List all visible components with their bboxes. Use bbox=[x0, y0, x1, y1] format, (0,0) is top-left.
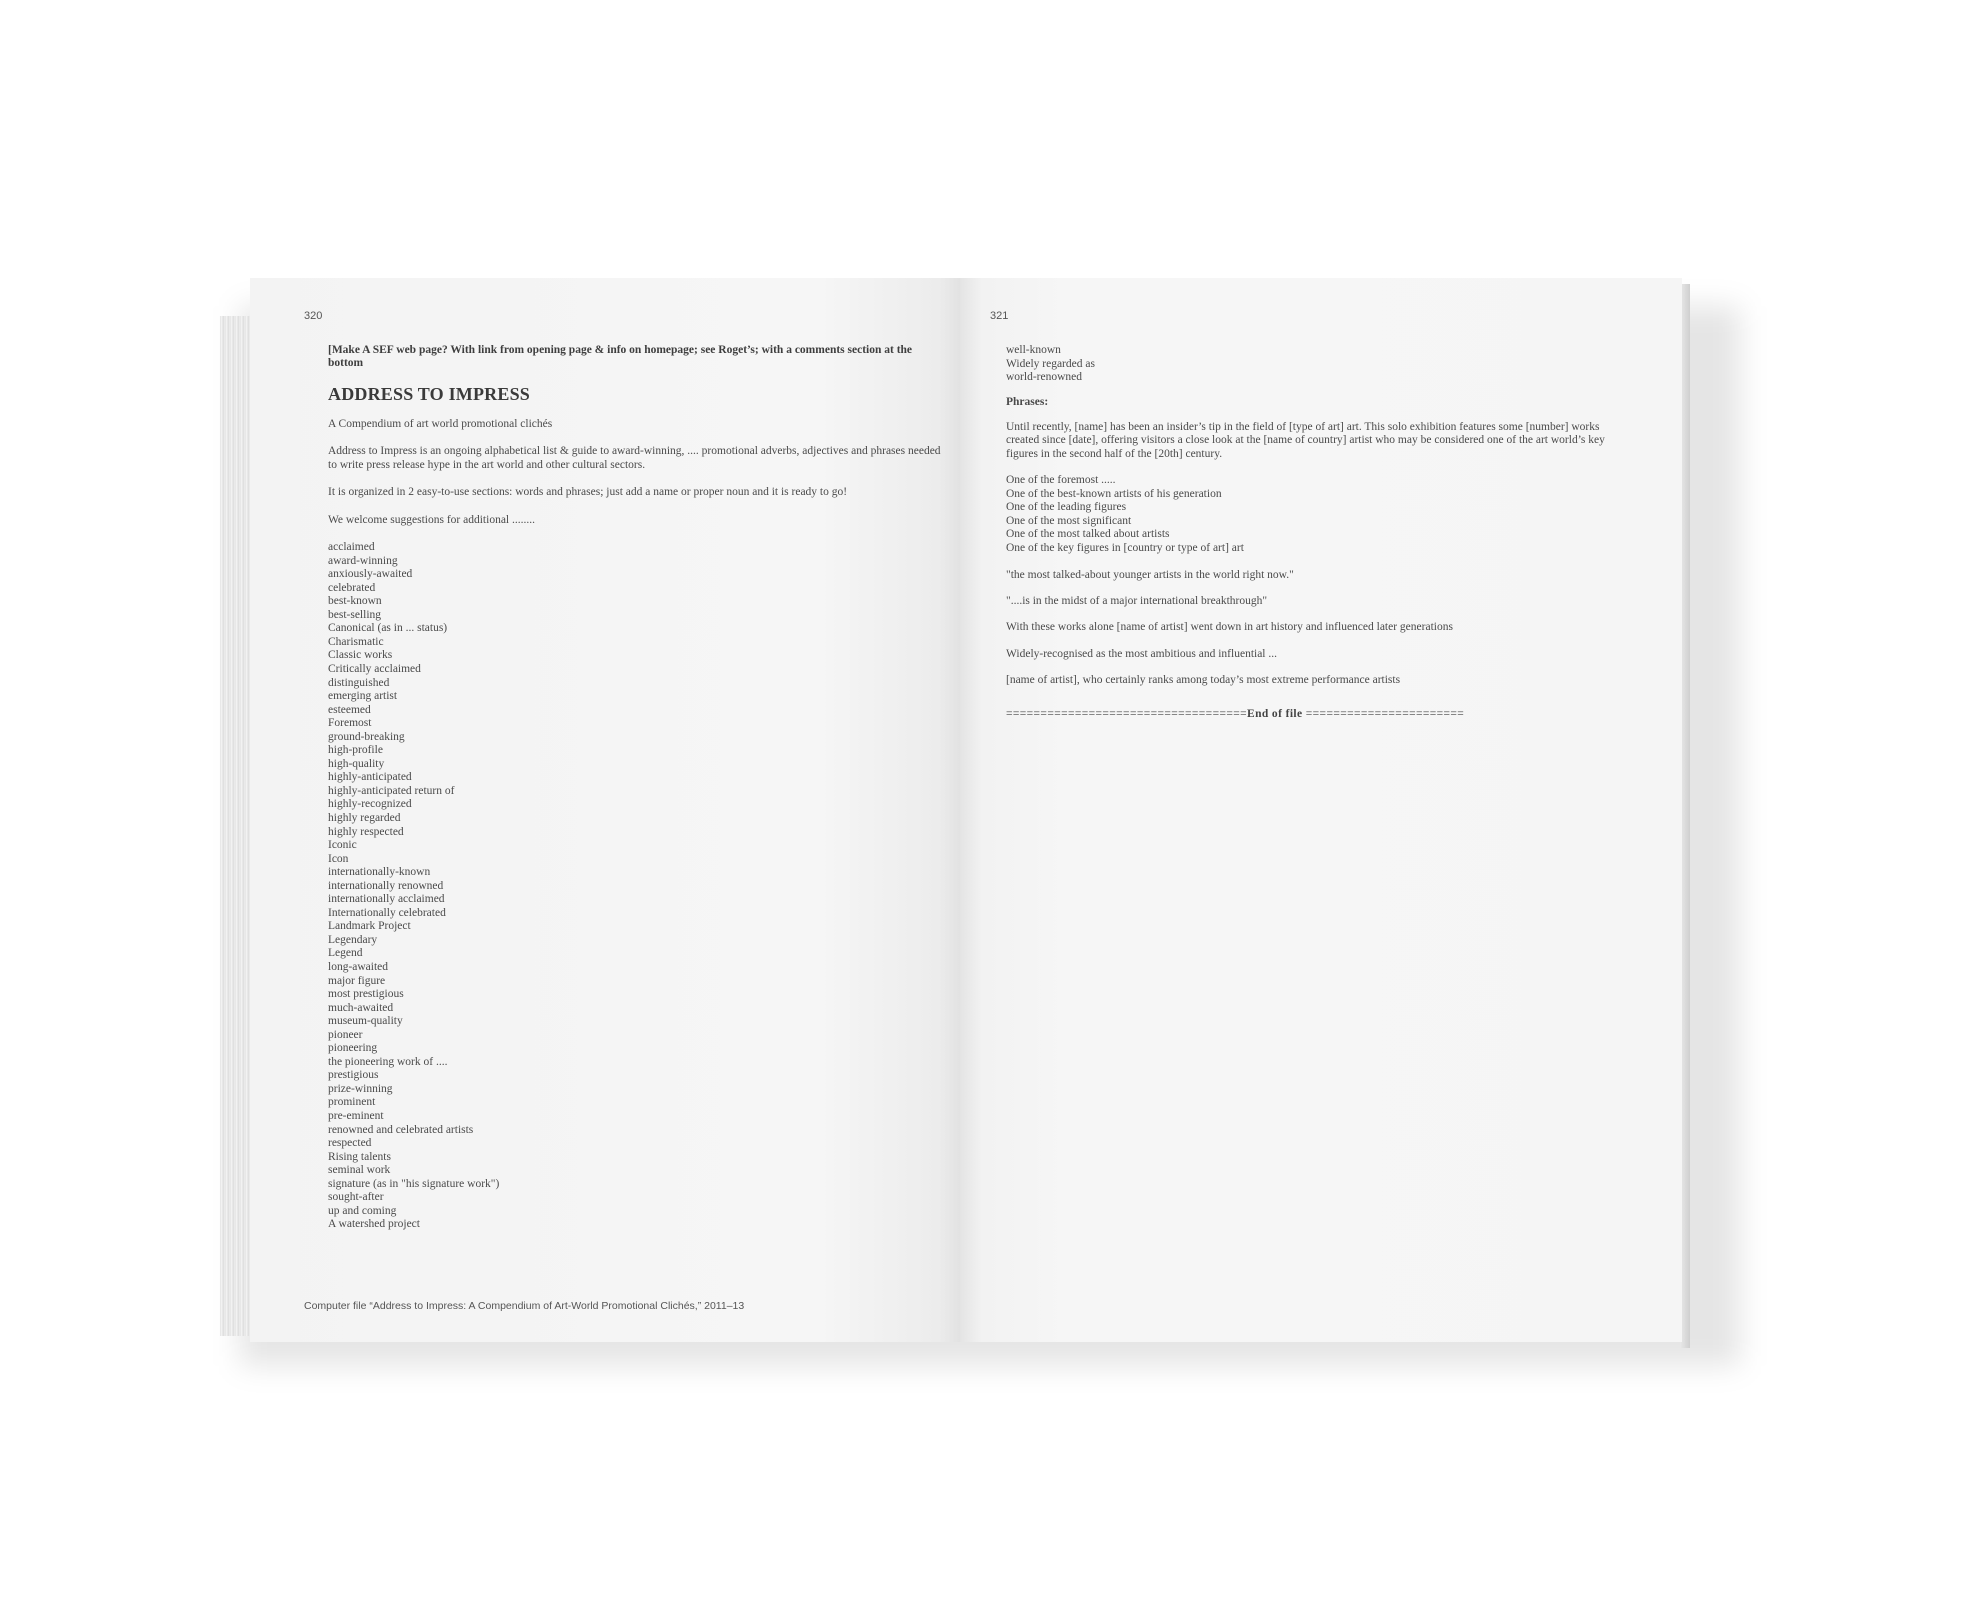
word-list-item: pioneer bbox=[328, 1028, 363, 1041]
word-list-item: much-awaited bbox=[328, 1001, 394, 1014]
word-list-item: renowned and celebrated artists bbox=[328, 1123, 474, 1136]
word-list-item: celebrated bbox=[328, 581, 376, 594]
word-list-item: Widely regarded as bbox=[1006, 357, 1095, 370]
page-footer-caption: Computer file “Address to Impress: A Compendium of Art-World Promotional Clichés,” 2011–13 bbox=[304, 1300, 745, 1312]
left-page-content bbox=[328, 344, 948, 1232]
right-page bbox=[960, 278, 1682, 1342]
word-list-item: prestigious bbox=[328, 1069, 379, 1082]
word-list-item: sought-after bbox=[328, 1191, 384, 1204]
word-list-item: Legend bbox=[328, 947, 363, 960]
document-subtitle: A Compendium of art world promotional clichés bbox=[328, 418, 553, 430]
word-list-item: anxiously-awaited bbox=[328, 568, 413, 581]
word-list-item: Canonical (as in ... status) bbox=[328, 622, 448, 635]
quote-phrase: With these works alone [name of artist] went down in art history and influenced later generations bbox=[1006, 621, 1453, 634]
word-list-item: award-winning bbox=[328, 554, 398, 567]
phrase-list-item: One of the foremost ..... bbox=[1006, 474, 1116, 487]
word-list-item: high-quality bbox=[328, 757, 385, 770]
page-number-right: 321 bbox=[990, 310, 1009, 322]
word-list-item: pre-eminent bbox=[328, 1110, 384, 1122]
open-book bbox=[220, 276, 1720, 1346]
word-list-item: distinguished bbox=[328, 676, 390, 689]
word-list-item: Legendary bbox=[328, 933, 378, 946]
word-list-item: emerging artist bbox=[328, 690, 398, 703]
document-title: ADDRESS TO IMPRESS bbox=[328, 384, 530, 404]
word-list-item: world-renowned bbox=[1006, 371, 1083, 384]
word-list-item: highly respected bbox=[328, 825, 404, 838]
phrase-paragraph: Until recently, [name] has been an insider’s tip in the field of [type of art] art. This solo exhibition features some [number] works created since [date], offering visitors a close look at the [name of country] artist who may be considered one of the art world’s key figures in the second half of the [20th] century. bbox=[1006, 421, 1605, 460]
end-marker-suffix: ======================= bbox=[1302, 707, 1465, 720]
words-list-continued bbox=[1006, 344, 1626, 385]
left-page bbox=[250, 278, 960, 1342]
quote-phrase: Widely-recognised as the most ambitious and influential ... bbox=[1006, 647, 1278, 660]
word-list-item: Classic works bbox=[328, 649, 393, 662]
word-list-item: Internationally celebrated bbox=[328, 906, 446, 919]
word-list-item: highly-anticipated bbox=[328, 771, 412, 784]
word-list-item: internationally renowned bbox=[328, 879, 444, 892]
word-list-item: Icon bbox=[328, 852, 349, 865]
organization-paragraph: It is organized in 2 easy-to-use sections: words and phrases; just add a name or proper noun and it is ready to go! bbox=[328, 486, 848, 499]
phrase-list-item: One of the most significant bbox=[1006, 514, 1132, 527]
end-marker-label: End of file bbox=[1247, 707, 1303, 720]
phrase-list-item: One of the most talked about artists bbox=[1006, 528, 1170, 541]
word-list-item: prominent bbox=[328, 1096, 376, 1109]
word-list-item: highly-anticipated return of bbox=[328, 784, 455, 797]
word-list-item: best-known bbox=[328, 595, 382, 608]
word-list-item: Rising talents bbox=[328, 1150, 391, 1163]
phrase-list-item: One of the leading figures bbox=[1006, 501, 1127, 514]
quote-phrase: [name of artist], who certainly ranks among today’s most extreme performance artists bbox=[1006, 674, 1401, 687]
phrase-list-item: One of the best-known artists of his generation bbox=[1006, 487, 1222, 500]
word-list-item: Foremost bbox=[328, 717, 372, 730]
page-number-left: 320 bbox=[304, 310, 323, 322]
end-of-file-marker bbox=[1006, 708, 1626, 721]
word-list-item: pioneering bbox=[328, 1042, 378, 1055]
word-list-item: the pioneering work of .... bbox=[328, 1055, 448, 1068]
word-list-item: Critically acclaimed bbox=[328, 662, 421, 675]
word-list-item: esteemed bbox=[328, 703, 371, 716]
word-list-item: most prestigious bbox=[328, 988, 404, 1001]
quotes-list bbox=[1006, 569, 1626, 688]
word-list-item: major figure bbox=[328, 974, 386, 987]
word-list-item: ground-breaking bbox=[328, 730, 405, 743]
one-of-list bbox=[1006, 474, 1626, 555]
word-list-item: A watershed project bbox=[328, 1218, 420, 1231]
quote-phrase: "....is in the midst of a major international breakthrough" bbox=[1006, 594, 1268, 607]
word-list-item: highly regarded bbox=[328, 811, 401, 824]
quote-phrase: "the most talked-about younger artists in the world right now." bbox=[1006, 568, 1294, 581]
word-list-item: respected bbox=[328, 1137, 372, 1150]
words-list bbox=[328, 541, 948, 1232]
word-list-item: seminal work bbox=[328, 1164, 391, 1177]
word-list-item: signature (as in "his signature work") bbox=[328, 1177, 500, 1190]
editor-note: [Make A SEF web page? With link from opening page & info on homepage; see Roget’s; with a comments section at the bottom bbox=[328, 344, 913, 369]
intro-paragraph: Address to Impress is an ongoing alphabetical list & guide to award-winning, .... promotional adverbs, adjectives and phrases needed to write press release hype in the art world and other cultural sectors. bbox=[328, 445, 941, 471]
end-marker-prefix: =================================== bbox=[1006, 707, 1247, 720]
welcome-paragraph: We welcome suggestions for additional ........ bbox=[328, 513, 535, 526]
word-list-item: acclaimed bbox=[328, 541, 375, 554]
word-list-item: internationally acclaimed bbox=[328, 893, 445, 906]
word-list-item: best-selling bbox=[328, 608, 382, 621]
word-list-item: Iconic bbox=[328, 839, 357, 852]
phrase-list-item: One of the key figures in [country or type of art] art bbox=[1006, 542, 1244, 554]
word-list-item: internationally-known bbox=[328, 866, 431, 879]
word-list-item: museum-quality bbox=[328, 1015, 403, 1028]
phrases-heading: Phrases: bbox=[1006, 395, 1049, 408]
right-page-content bbox=[1006, 344, 1626, 721]
word-list-item: high-profile bbox=[328, 744, 383, 757]
word-list-item: Charismatic bbox=[328, 635, 384, 648]
word-list-item: up and coming bbox=[328, 1204, 397, 1217]
word-list-item: well-known bbox=[1006, 344, 1061, 356]
word-list-item: Landmark Project bbox=[328, 920, 411, 933]
word-list-item: prize-winning bbox=[328, 1082, 393, 1095]
word-list-item: highly-recognized bbox=[328, 798, 412, 811]
word-list-item: long-awaited bbox=[328, 960, 389, 973]
